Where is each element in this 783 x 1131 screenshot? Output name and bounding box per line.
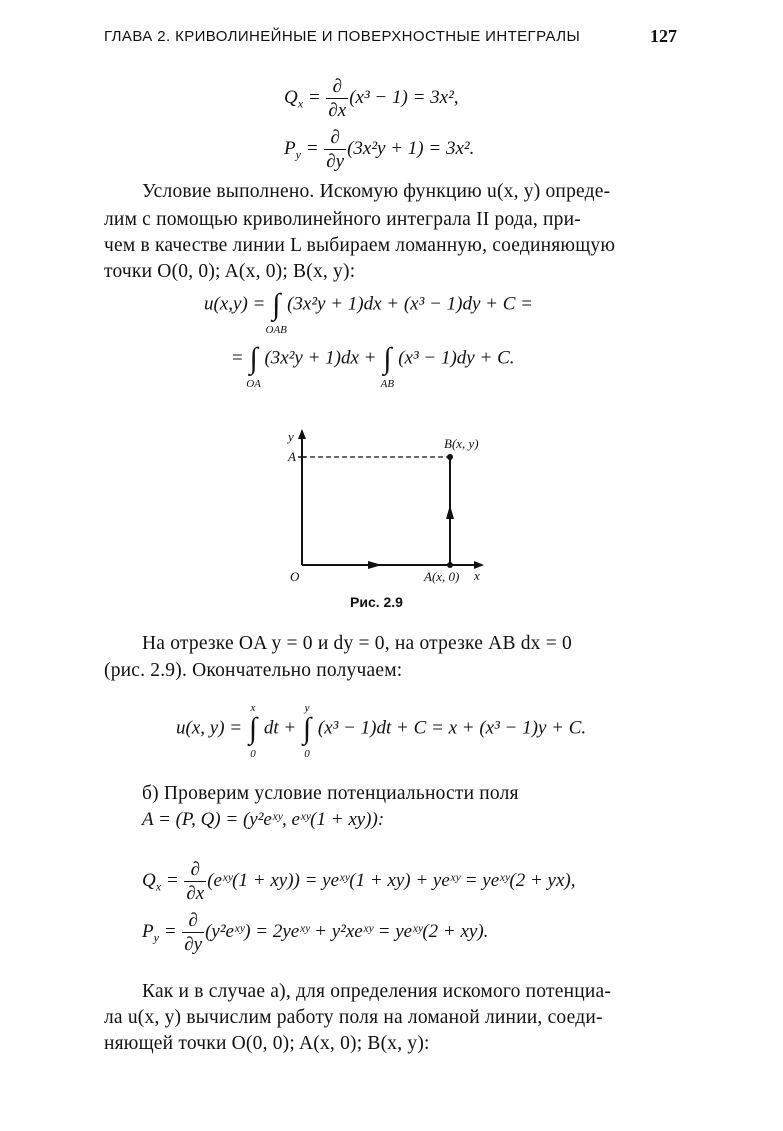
figure-2-9 — [280, 425, 510, 615]
arrow-right — [368, 561, 382, 569]
label-y: y — [288, 429, 294, 444]
label-a: A — [288, 449, 296, 464]
field-definition: A = (P, Q) = (y²eˣʸ, eˣʸ(1 + xy)): — [142, 809, 385, 830]
page-number: 127 — [650, 26, 677, 46]
paragraph-line: На отрезке OA y = 0 и dy = 0, на отрезке AB dx = 0 — [142, 633, 572, 654]
paragraph-line: ла u(x, y) вычислим работу поля на ломаной линии, соеди- — [104, 1007, 603, 1028]
equation-py: $P_y$ = $\frac{\partial}{\partial y}$ (3x²y + 1) = 3x². — [284, 127, 475, 172]
equation-qx-2: $Q_x$ = $\frac{\partial}{\partial x}$ (eˣʸ(1 + xy)) = yeˣʸ(1 + xy) + yeˣʸ = yeˣʸ(2 + yx), — [142, 859, 576, 904]
label-x: x — [474, 568, 480, 583]
paragraph-line: чем в качестве линии L выбираем ломанную, соединяющую — [104, 235, 616, 256]
equation-u-integral: u(x,y) = ∫ OAB (3x²y + 1)dx + (x³ − 1)dy + C = — [204, 288, 533, 336]
paragraph-line: Условие выполнено. Искомую функцию u(x, y) опреде- — [142, 181, 611, 202]
y-axis-arrow — [298, 429, 306, 439]
point-b — [447, 454, 453, 460]
label-b: B(x, y) — [444, 436, 479, 451]
equation-qx: $Q_x$ = $\frac{\partial}{\partial x}$ (x³ − 1) = 3x², — [284, 76, 459, 121]
arrow-up — [446, 505, 454, 519]
label-ax: A(x, 0) — [424, 569, 460, 584]
figure-caption: Рис. 2.9 — [350, 594, 403, 610]
paragraph-line: б) Проверим условие потенциальности поля — [142, 783, 519, 804]
paragraph-line: точки O(0, 0); A(x, 0); B(x, y): — [104, 261, 356, 282]
equation-u-split: = ∫ OA (3x²y + 1)dx + ∫ AB (x³ − 1)dy + C. — [232, 342, 515, 390]
paragraph-line: (рис. 2.9). Окончательно получаем: — [104, 660, 403, 681]
point-a — [447, 562, 453, 568]
equation-u-result: u(x, y) = x ∫ 0 dt + y ∫ 0 (x³ − 1)dt + C = x + (x³ − 1)y + C. — [176, 702, 587, 760]
paragraph-line: няющей точки O(0, 0); A(x, 0); B(x, y): — [104, 1033, 430, 1054]
chapter-header: ГЛАВА 2. КРИВОЛИНЕЙНЫЕ И ПОВЕРХНОСТНЫЕ ИНТЕГРАЛЫ — [104, 28, 581, 45]
label-o: O — [290, 569, 300, 584]
paragraph-line: лим с помощью криволинейного интеграла II рода, при- — [104, 209, 581, 230]
paragraph-line: Как и в случае а), для определения искомого потенциа- — [142, 981, 612, 1002]
equation-py-2: $P_y$ = $\frac{\partial}{\partial y}$ (y²eˣʸ) = 2yeˣʸ + y²xeˣʸ = yeˣʸ(2 + xy). — [142, 910, 489, 955]
